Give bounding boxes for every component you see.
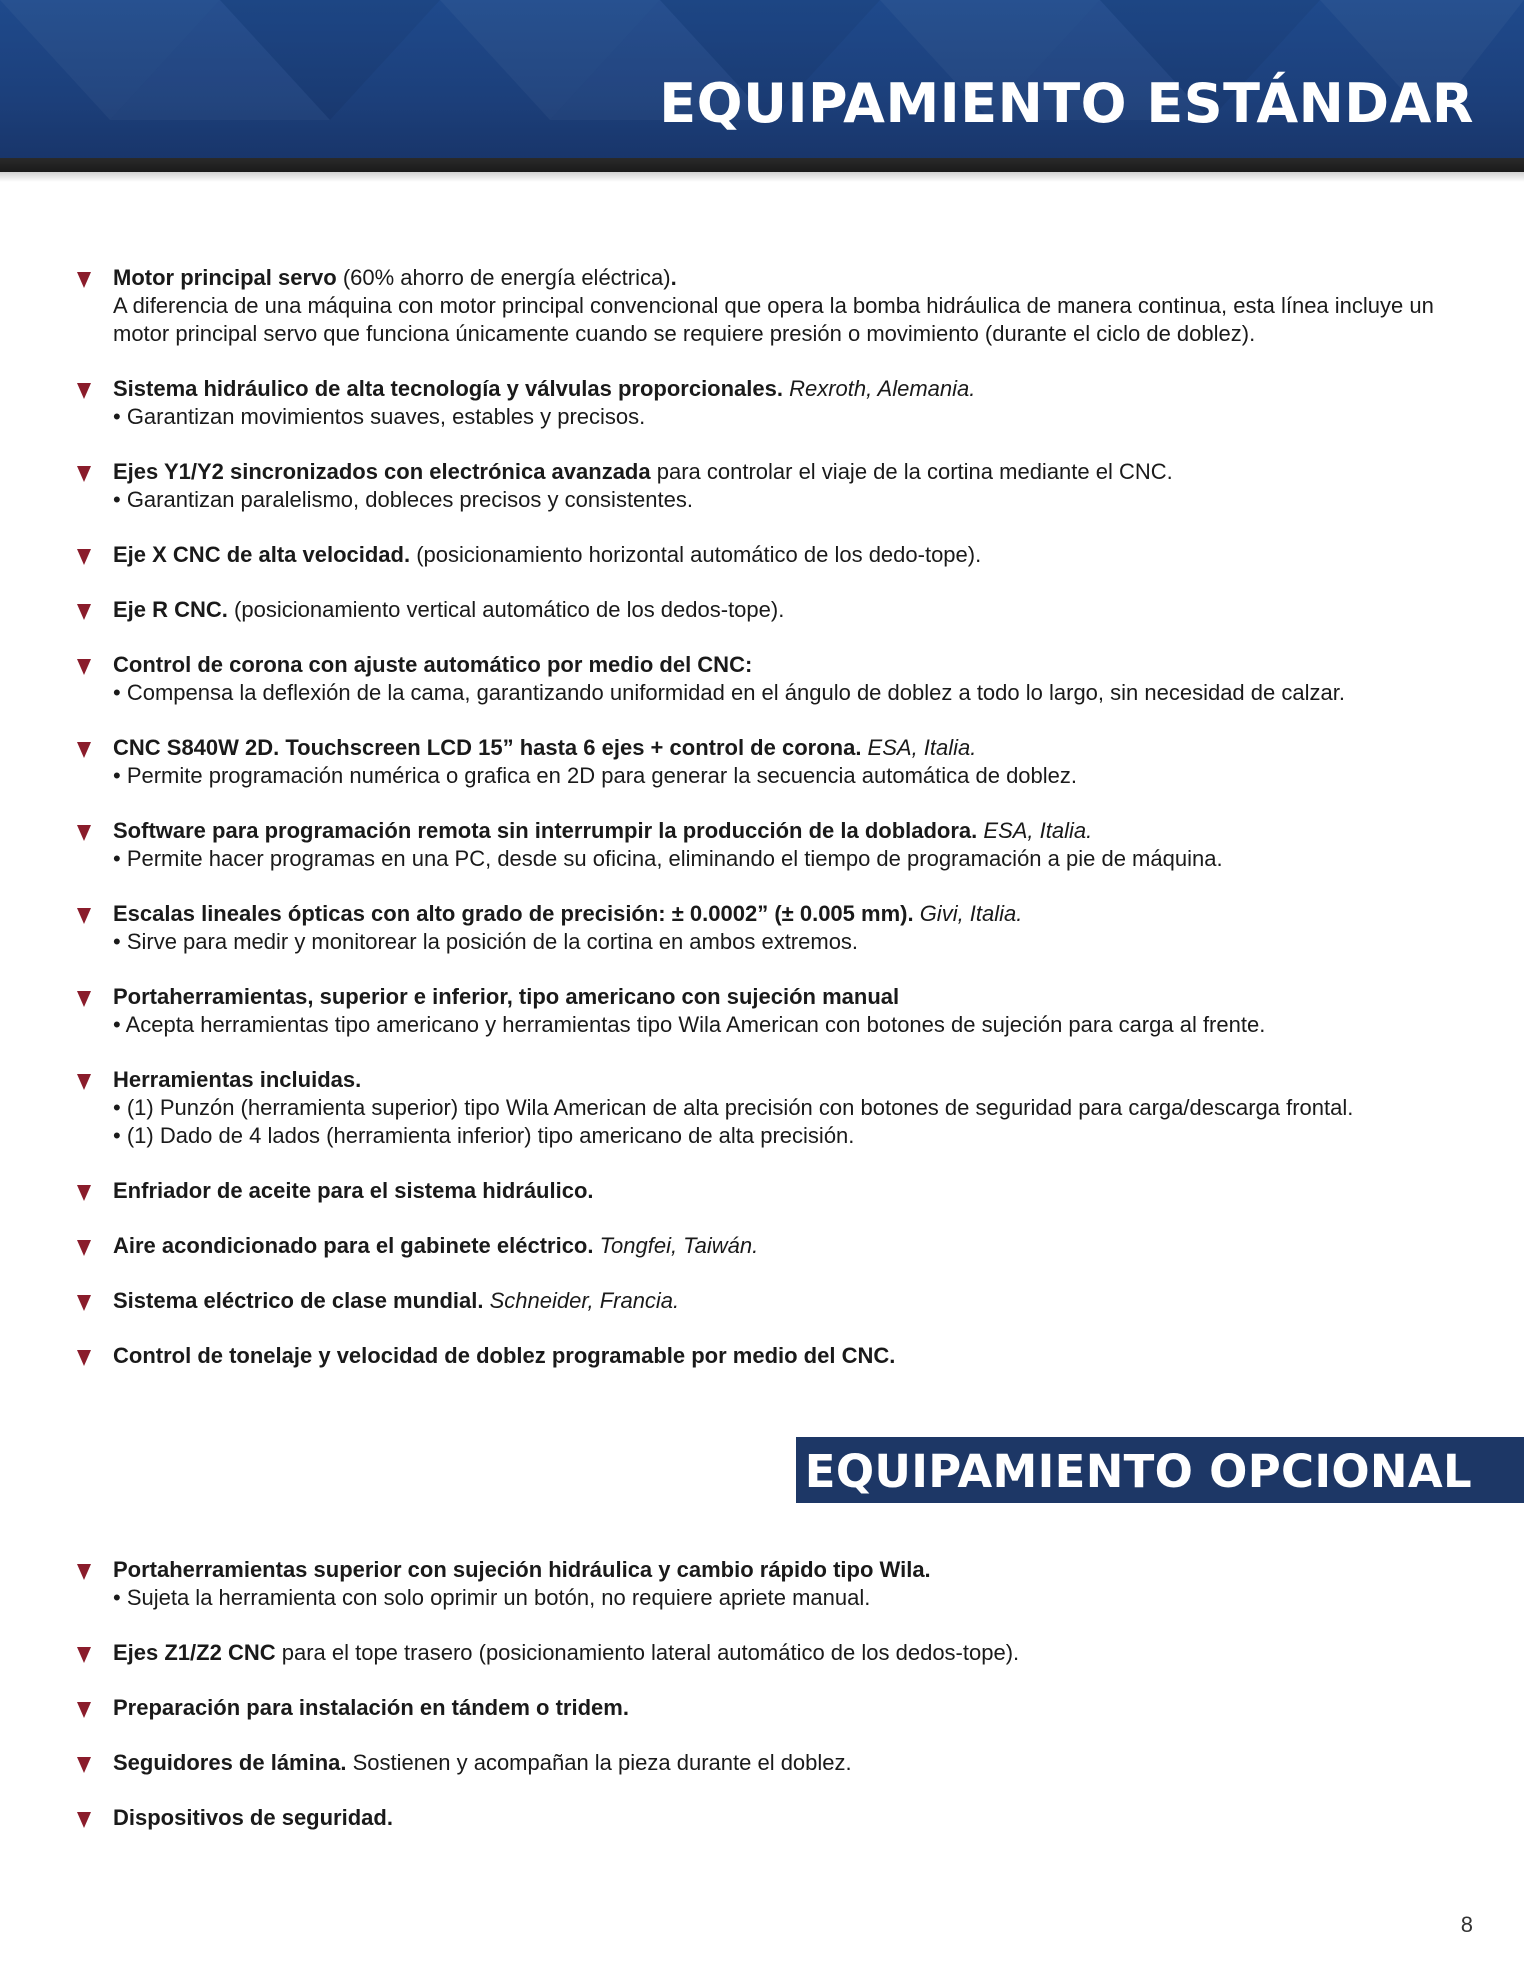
list-item [75,1556,1475,1612]
item-heading [113,1066,1475,1094]
triangle-bullet-icon [77,272,91,288]
list-item [75,1066,1475,1150]
item-title: Sistema hidráulico de alta tecnología y válvulas proporcionales. [113,376,783,401]
item-origin: Rexroth, Alemania. [783,376,976,401]
triangle-bullet-icon [77,659,91,675]
item-description: para controlar el viaje de la cortina mediante el CNC. [650,459,1173,484]
item-heading [113,651,1475,679]
item-heading [113,596,1475,624]
list-item [75,983,1475,1039]
item-origin: Tongfei, Taiwán. [593,1233,759,1258]
item-heading [113,1342,1475,1370]
item-origin: Schneider, Francia. [483,1288,680,1313]
item-title: Aire acondicionado para el gabinete eléctrico. [113,1233,594,1258]
item-title: Herramientas incluidas. [113,1067,362,1092]
item-heading [113,541,1475,569]
item-detail-line: • Compensa la deflexión de la cama, garantizando uniformidad en el ángulo de doblez a todo lo largo, sin necesidad de calzar. [113,680,1345,705]
item-description: (posicionamiento vertical automático de los dedos-tope). [227,597,785,622]
list-item [75,458,1475,514]
item-heading [113,817,1475,845]
list-item [75,817,1475,873]
item-detail-line: • Garantizan movimientos suaves, estables y precisos. [113,404,646,429]
list-item [75,264,1475,348]
triangle-bullet-icon [77,991,91,1007]
list-item [75,1639,1475,1667]
item-title: Control de tonelaje y velocidad de doblez programable por medio del CNC. [113,1343,896,1368]
list-item [75,1232,1475,1260]
page-number: 8 [1460,1912,1473,1937]
optional-equipment-list [75,1556,1475,1859]
triangle-bullet-icon [77,1074,91,1090]
item-title: Ejes Y1/Y2 sincronizados con electrónica avanzada [113,459,651,484]
item-description: para el tope trasero (posicionamiento lateral automático de los dedos-tope). [275,1640,1020,1665]
header-band [0,0,1524,168]
optional-title-band [796,1437,1524,1503]
item-detail-line: A diferencia de una máquina con motor principal convencional que opera la bomba hidráulica de manera continua, esta línea incluye un motor principal servo que funciona únicamente cuando se requiere presión o movimiento (durante el ciclo de doblez). [113,293,1434,346]
item-detail-line: • Permite programación numérica o grafica en 2D para generar la secuencia automática de doblez. [113,763,1078,788]
item-heading [113,1177,1475,1205]
item-heading [113,734,1475,762]
item-description: Sostienen y acompañan la pieza durante el doblez. [346,1750,852,1775]
item-origin: ESA, Italia. [977,818,1093,843]
list-item [75,1177,1475,1205]
list-item [75,596,1475,624]
item-detail-line: • Sujeta la herramienta con solo oprimir un botón, no requiere apriete manual. [113,1585,871,1610]
triangle-bullet-icon [77,825,91,841]
item-detail-line: • Permite hacer programas en una PC, desde su oficina, eliminando el tiempo de programación a pie de máquina. [113,846,1223,871]
item-title: Portaherramientas superior con sujeción hidráulica y cambio rápido tipo Wila. [113,1557,931,1582]
triangle-bullet-icon [77,604,91,620]
triangle-bullet-icon [77,549,91,565]
triangle-bullet-icon [77,1647,91,1663]
item-detail-line: • Garantizan paralelismo, dobleces precisos y consistentes. [113,487,693,512]
header-shadow [0,172,1524,182]
item-heading [113,1556,1475,1584]
item-title: Dispositivos de seguridad. [113,1805,393,1830]
item-title: Portaherramientas, superior e inferior, tipo americano con sujeción manual [113,984,900,1009]
triangle-bullet-icon [77,1812,91,1828]
item-description: (60% ahorro de energía eléctrica) [336,265,671,290]
standard-equipment-list [75,264,1475,1397]
list-item [75,541,1475,569]
triangle-bullet-icon [77,1757,91,1773]
item-heading [113,1232,1475,1260]
item-title: Seguidores de lámina. [113,1750,347,1775]
triangle-bullet-icon [77,1295,91,1311]
item-heading [113,1804,1475,1832]
item-detail-line: • (1) Punzón (herramienta superior) tipo Wila American de alta precisión con botones de seguridad para carga/descarga frontal. [113,1095,1354,1120]
item-detail-line: • Sirve para medir y monitorear la posición de la cortina en ambos extremos. [113,929,859,954]
item-heading [113,900,1475,928]
item-heading [113,1287,1475,1315]
item-heading [113,1639,1475,1667]
triangle-bullet-icon [77,383,91,399]
item-heading [113,375,1475,403]
item-title: Control de corona con ajuste automático por medio del CNC: [113,652,753,677]
item-origin: Givi, Italia. [913,901,1023,926]
triangle-bullet-icon [77,1185,91,1201]
list-item [75,1694,1475,1722]
item-heading [113,983,1475,1011]
item-title: Ejes Z1/Z2 CNC [113,1640,276,1665]
triangle-bullet-icon [77,742,91,758]
triangle-bullet-icon [77,1702,91,1718]
item-title: Software para programación remota sin interrumpir la producción de la dobladora. [113,818,978,843]
list-item [75,375,1475,431]
list-item [75,651,1475,707]
item-detail-line: • Acepta herramientas tipo americano y herramientas tipo Wila American con botones de sujeción para carga al frente. [113,1012,1266,1037]
triangle-bullet-icon [77,1564,91,1580]
list-item [75,1287,1475,1315]
item-title: Eje R CNC. [113,597,228,622]
list-item [75,1749,1475,1777]
item-heading [113,1694,1475,1722]
item-title: Enfriador de aceite para el sistema hidráulico. [113,1178,594,1203]
header-rule [0,158,1524,172]
page-title: EQUIPAMIENTO ESTÁNDAR [659,72,1474,135]
item-title: Sistema eléctrico de clase mundial. [113,1288,484,1313]
triangle-bullet-icon [77,466,91,482]
triangle-bullet-icon [77,908,91,924]
item-origin: ESA, Italia. [861,735,977,760]
list-item [75,1804,1475,1832]
item-title: CNC S840W 2D. Touchscreen LCD 15” hasta 6 ejes + control de corona. [113,735,862,760]
item-title: Eje X CNC de alta velocidad. [113,542,411,567]
list-item [75,734,1475,790]
list-item [75,1342,1475,1370]
item-heading [113,458,1475,486]
item-heading [113,264,1475,292]
item-title: Motor principal servo [113,265,337,290]
item-description: (posicionamiento horizontal automático de los dedo-tope). [410,542,982,567]
list-item [75,900,1475,956]
item-title: Preparación para instalación en tándem o tridem. [113,1695,629,1720]
triangle-bullet-icon [77,1240,91,1256]
item-detail-line: • (1) Dado de 4 lados (herramienta inferior) tipo americano de alta precisión. [113,1123,855,1148]
item-title: Escalas lineales ópticas con alto grado de precisión: ± 0.0002” (± 0.005 mm). [113,901,914,926]
optional-title: EQUIPAMIENTO OPCIONAL [804,1445,1472,1498]
item-title-tail: . [670,265,677,290]
triangle-bullet-icon [77,1350,91,1366]
item-heading [113,1749,1475,1777]
